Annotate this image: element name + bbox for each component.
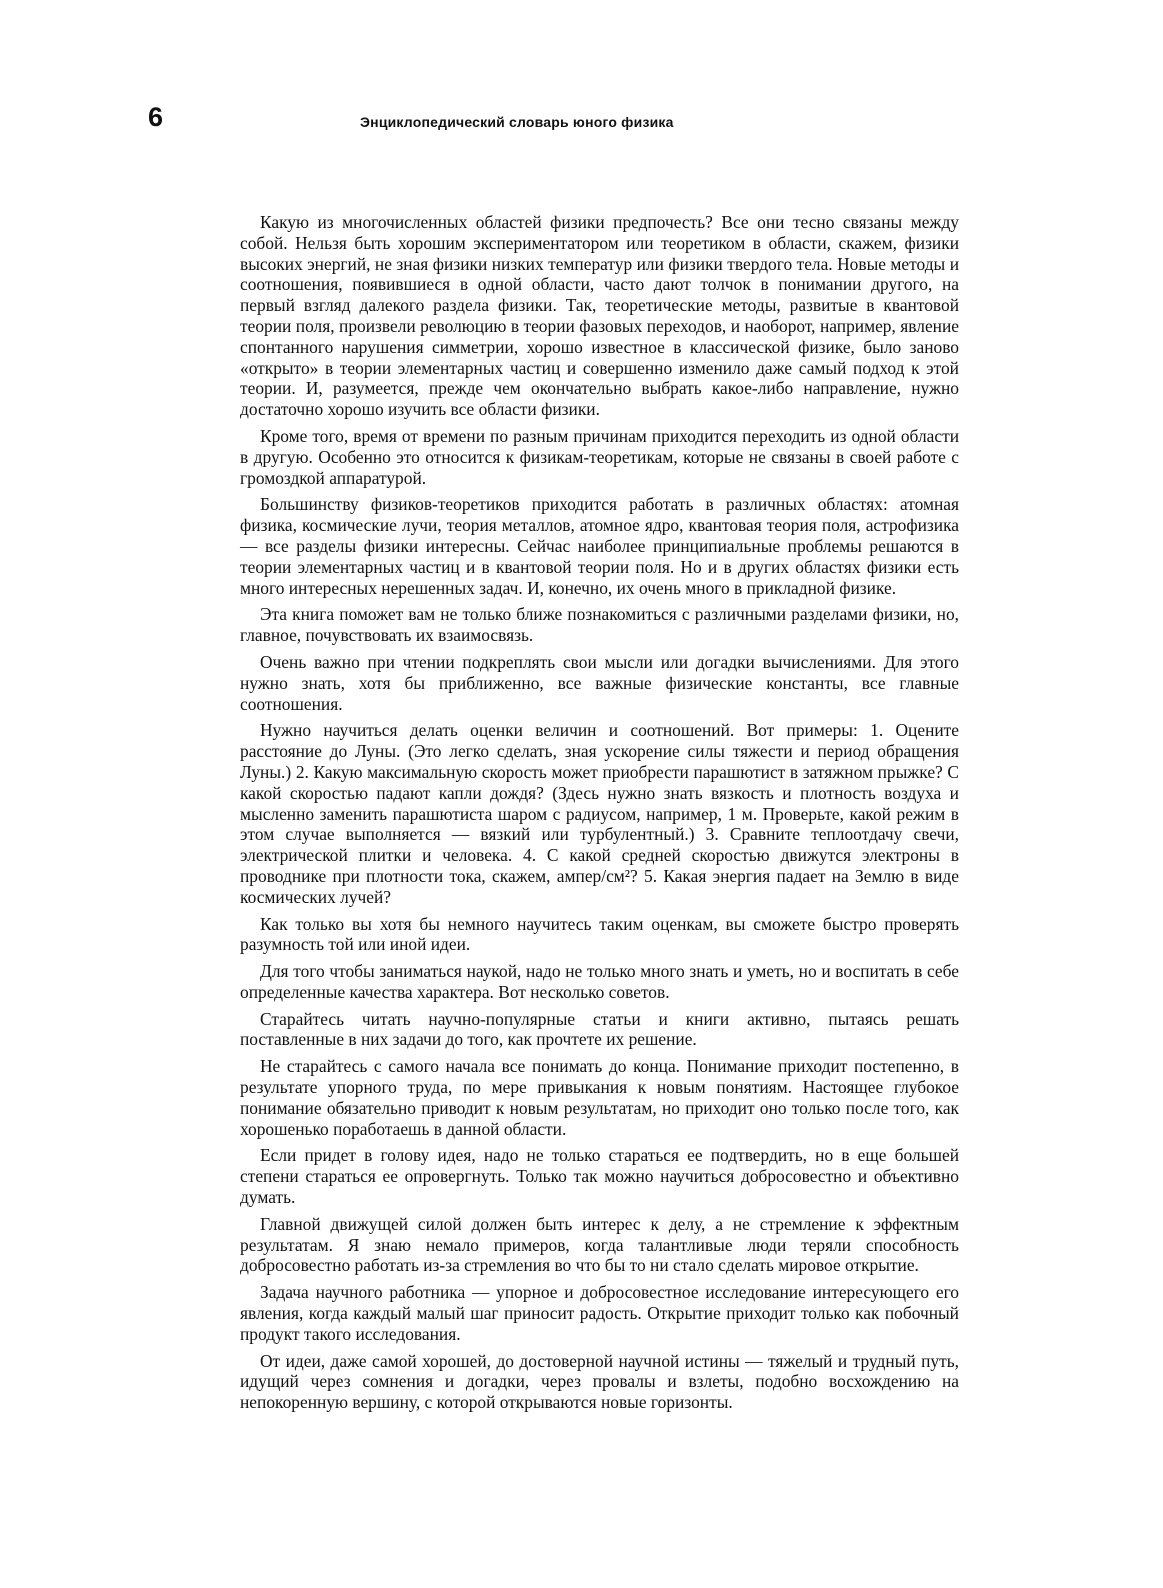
paragraph: Большинству физиков-теоретиков приходится работать в различных областях: атомная физика, космические лучи, теория металлов, атомное ядро, квантовая теория поля, астрофизика — все разделы физики интересны. Сейчас наиболее принципиальные проблемы решаются в теории элементарных частиц и в квантовой теории поля. Но и в других областях физики есть много интересных нерешенных задач. И, конечно, их очень много в прикладной физике. (240, 494, 959, 598)
running-head-title: Энциклопедический словарь юного физика (360, 114, 674, 130)
paragraph: Очень важно при чтении подкреплять свои мысли или догадки вычислениями. Для этого нужно знать, хотя бы приближенно, все важные физические константы, все главные соотношения. (240, 651, 959, 714)
paragraph: Для того чтобы заниматься наукой, надо не только много знать и уметь, но и воспитать в себе определенные качества характера. Вот несколько советов. (240, 961, 959, 1002)
paragraph: Кроме того, время от времени по разным причинам приходится переходить из одной области в другую. Особенно это относится к физикам-теоретикам, которые не связаны в своей работе с громоздкой аппаратурой. (240, 425, 959, 488)
paragraph: Нужно научиться делать оценки величин и соотношений. Вот примеры: 1. Оцените расстояние до Луны. (Это легко сделать, зная ускорение силы тяжести и период обращения Луны.) 2. Какую максимальную скорость может приобрести парашютист в затяжном прыжке? С какой скоростью падают капли дождя? (Здесь нужно знать вязкость и плотность воздуха и мысленно заменить парашютиста шаром с радиусом, например, 1 м. Проверьте, какой режим в этом случае выполняется — вязкий или турбулентный.) 3. Сравните теплоотдачу свечи, электрической плитки и человека. 4. С какой средней скоростью движутся электроны в проводнике при плотности тока, скажем, ампер/см²? 5. Какая энергия падает на Землю в виде космических лучей? (240, 720, 959, 907)
paragraph: Как только вы хотя бы немного научитесь таким оценкам, вы сможете быстро проверять разумность той или иной идеи. (240, 913, 959, 955)
paragraph: Не старайтесь с самого начала все понимать до конца. Понимание приходит постепенно, в результате упорного труда, по мере привыкания к новым понятиям. Настоящее глубокое понимание обязательно приводит к новым результатам, но приходит оно только после того, как хорошенько поработаешь в данной области. (240, 1056, 959, 1139)
paragraph: Старайтесь читать научно-популярные статьи и книги активно, пытаясь решать поставленные в них задачи до того, как прочтете их решение. (240, 1008, 959, 1050)
paragraph: Главной движущей силой должен быть интерес к делу, а не стремление к эффектным результатам. Я знаю немало примеров, когда талантливые люди теряли способность добросовестно работать из-за стремления во что бы то ни стало сделать мировое открытие. (240, 1213, 959, 1276)
page-number: 6 (148, 102, 164, 132)
paragraph: Задача научного работника — упорное и добросовестное исследование интересующего его явления, когда каждый малый шаг приносит радость. Открытие приходит только как побочный продукт такого исследования. (240, 1282, 959, 1344)
paragraph: Если придет в голову идея, надо не только стараться ее подтвердить, но в еще большей степени стараться ее опровергнуть. Только так можно научиться добросовестно и объективно думать. (240, 1145, 959, 1208)
paragraph: От идеи, даже самой хорошей, до достоверной научной истины — тяжелый и трудный путь, идущий через сомнения и догадки, через провалы и взлеты, подобно восхождению на непокоренную вершину, с которой открываются новые горизонты. (240, 1350, 959, 1413)
body-text (240, 212, 959, 1419)
paragraph: Какую из многочисленных областей физики предпочесть? Все они тесно связаны между собой. Нельзя быть хорошим экспериментатором или теоретиком в области, скажем, физики высоких энергий, не зная физики низких температур или физики твердого тела. Новые методы и соотношения, появившиеся в одной области, часто дают толчок в понимании другого, на первый взгляд далекого раздела физики. Так, теоретические методы, развитые в квантовой теории поля, произвели революцию в теории фазовых переходов, и наоборот, например, явление спонтанного нарушения симметрии, хорошо известное в классической физике, было заново «открыто» в теории элементарных частиц и совершенно изменило даже самый подход к этой теории. И, разумеется, прежде чем окончательно выбрать какое-либо направление, нужно достаточно хорошо изучить все области физики. (240, 212, 959, 420)
paragraph: Эта книга поможет вам не только ближе познакомиться с различными разделами физики, но, главное, почувствовать их взаимосвязь. (240, 604, 959, 646)
